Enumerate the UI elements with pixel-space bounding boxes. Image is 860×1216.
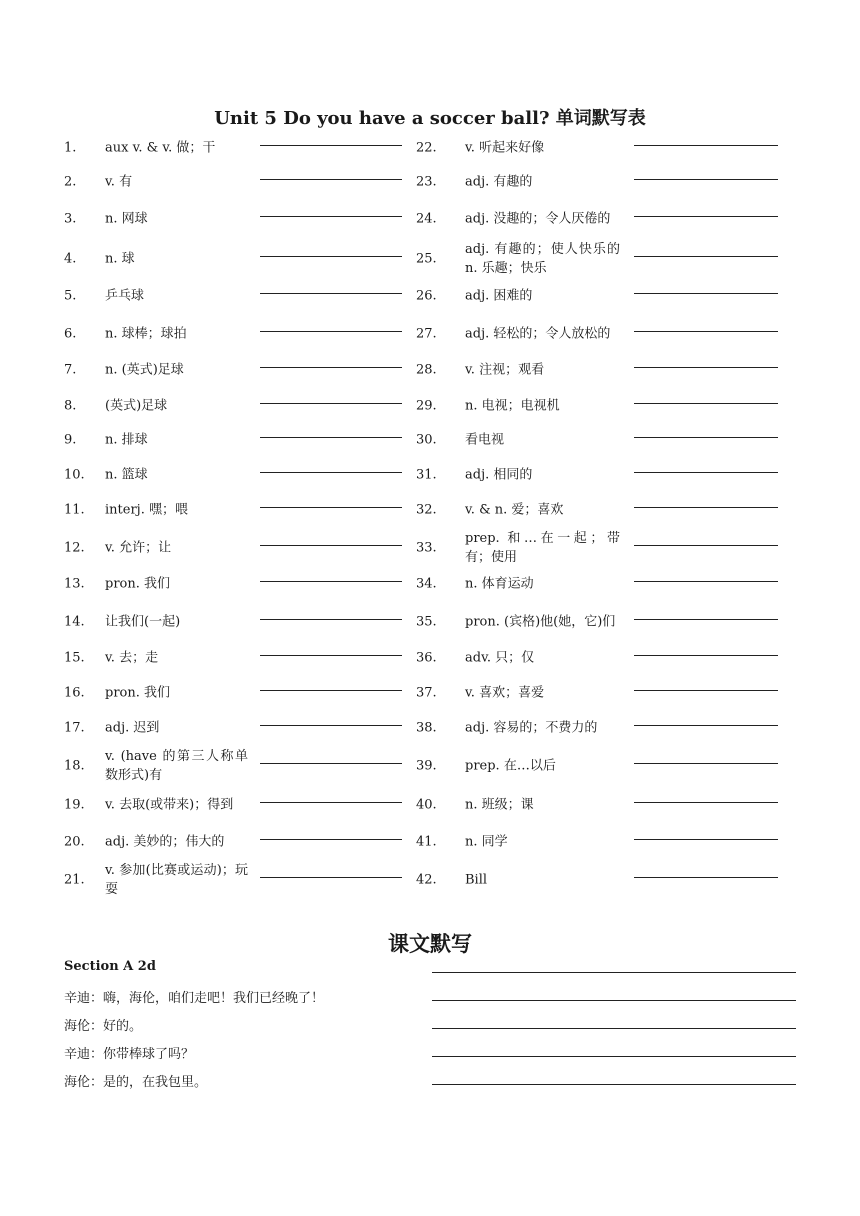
vocab-number: 29.	[416, 398, 437, 414]
vocab-definition: n. 体育运动	[465, 576, 534, 592]
vocab-definition: adj. 有趣的；使人快乐的 n. 乐趣；快乐	[465, 242, 620, 276]
vocab-definition: adj. 有趣的	[465, 174, 533, 190]
answer-line[interactable]	[634, 437, 778, 438]
answer-line[interactable]	[634, 802, 778, 803]
vocab-number: 18.	[64, 758, 85, 774]
vocab-row	[0, 239, 860, 279]
answer-line[interactable]	[432, 1000, 796, 1001]
answer-line[interactable]	[634, 331, 778, 332]
answer-line[interactable]	[634, 507, 778, 508]
vocab-number: 7.	[64, 362, 77, 378]
answer-line[interactable]	[634, 256, 778, 257]
vocab-number: 2.	[64, 174, 77, 190]
passage-line-row	[0, 1011, 860, 1039]
passage-line-text: 辛迪：嗨，海伦，咱们走吧！我们已经晚了！	[64, 991, 325, 1006]
vocab-row	[0, 199, 860, 239]
vocab-number: 42.	[416, 872, 437, 888]
answer-line[interactable]	[634, 367, 778, 368]
vocab-row	[0, 602, 860, 642]
vocab-definition: adj. 相同的	[465, 467, 533, 483]
vocab-definition: pron. (宾格)他(她，它)们	[465, 614, 616, 630]
vocab-definition: aux v. & v. 做；干	[105, 140, 216, 156]
vocab-definition: v. 听起来好像	[465, 140, 545, 156]
vocab-row	[0, 388, 860, 424]
vocab-definition: adj. 没趣的；令人厌倦的	[465, 211, 611, 227]
vocab-definition: n. 排球	[105, 432, 148, 448]
vocab-definition: adj. 美妙的；伟大的	[105, 834, 225, 850]
answer-line[interactable]	[634, 877, 778, 878]
vocab-number: 1.	[64, 140, 77, 156]
section-title: 课文默写	[388, 931, 472, 956]
vocab-number: 21.	[64, 872, 85, 888]
vocab-row	[0, 422, 860, 458]
passage-line-row	[0, 983, 860, 1011]
passage-line-text: 海伦：是的，在我包里。	[64, 1075, 208, 1090]
vocab-definition: n. 电视；电视机	[465, 398, 560, 414]
passage-line-row	[0, 1039, 860, 1067]
vocab-definition: n. 同学	[465, 834, 508, 850]
vocab-number: 30.	[416, 432, 437, 448]
answer-line[interactable]	[432, 1056, 796, 1057]
answer-line[interactable]	[634, 725, 778, 726]
vocab-definition: n. 班级；课	[465, 797, 534, 813]
vocab-definition: adv. 只；仅	[465, 650, 535, 666]
vocab-number: 36.	[416, 650, 437, 666]
vocab-number: 13.	[64, 576, 85, 592]
passage-heading-row	[0, 955, 860, 983]
answer-line[interactable]	[634, 472, 778, 473]
vocab-number: 5.	[64, 288, 77, 304]
answer-line[interactable]	[634, 690, 778, 691]
vocab-number: 37.	[416, 685, 437, 701]
passage-line-text: 辛迪：你带棒球了吗？	[64, 1047, 195, 1062]
vocab-definition: prep. 在…以后	[465, 758, 556, 774]
vocab-number: 39.	[416, 758, 437, 774]
vocab-row	[0, 314, 860, 354]
vocab-number: 40.	[416, 797, 437, 813]
vocab-number: 25.	[416, 251, 437, 267]
passage-heading: Section A 2d	[64, 959, 156, 974]
vocab-number: 8.	[64, 398, 77, 414]
vocab-definition: adj. 迟到	[105, 720, 160, 736]
vocab-row	[0, 164, 860, 200]
vocab-definition: v. 允许；让	[105, 540, 172, 556]
vocab-definition: pron. 我们	[105, 685, 171, 701]
vocab-number: 15.	[64, 650, 85, 666]
vocab-row	[0, 785, 860, 825]
vocab-definition: Bill	[465, 872, 488, 888]
answer-line[interactable]	[634, 216, 778, 217]
vocab-number: 35.	[416, 614, 437, 630]
vocab-definition: v. 注视；观看	[465, 362, 545, 378]
vocab-definition: 看电视	[465, 432, 505, 448]
vocab-row	[0, 528, 860, 568]
vocab-definition: interj. 嘿；喂	[105, 502, 188, 518]
vocab-definition: n. 球	[105, 251, 135, 267]
answer-line[interactable]	[432, 972, 796, 973]
answer-line[interactable]	[634, 655, 778, 656]
vocab-number: 33.	[416, 540, 437, 556]
vocab-number: 14.	[64, 614, 85, 630]
vocab-number: 3.	[64, 211, 77, 227]
vocab-number: 10.	[64, 467, 85, 483]
vocab-number: 22.	[416, 140, 437, 156]
vocab-row	[0, 824, 860, 860]
passage-line-text: 海伦：好的。	[64, 1019, 143, 1034]
vocab-number: 34.	[416, 576, 437, 592]
vocab-definition: v. & n. 爱；喜欢	[465, 502, 564, 518]
vocab-definition: adj. 容易的；不费力的	[465, 720, 598, 736]
vocab-definition: 乒乓球	[105, 288, 145, 304]
vocab-number: 11.	[64, 502, 85, 518]
answer-line[interactable]	[634, 763, 778, 764]
vocab-row	[0, 130, 860, 166]
answer-line[interactable]	[634, 145, 778, 146]
vocab-row	[0, 352, 860, 388]
vocab-row	[0, 640, 860, 676]
vocab-definition: prep. 和…在一起；带有；使用	[465, 531, 620, 565]
vocab-definition: n. 篮球	[105, 467, 148, 483]
vocab-definition: pron. 我们	[105, 576, 171, 592]
answer-line[interactable]	[634, 839, 778, 840]
answer-line[interactable]	[634, 403, 778, 404]
vocab-row	[0, 492, 860, 528]
vocab-number: 6.	[64, 326, 77, 342]
vocab-number: 24.	[416, 211, 437, 227]
vocab-number: 23.	[416, 174, 437, 190]
passage-line-row	[0, 1067, 860, 1095]
answer-line[interactable]	[432, 1028, 796, 1029]
vocab-definition: v. (have 的第三人称单数形式)有	[105, 749, 248, 783]
vocab-definition: n. 球棒；球拍	[105, 326, 187, 342]
vocab-definition: (英式)足球	[105, 398, 168, 414]
vocab-row	[0, 566, 860, 602]
vocab-definition: v. 去取(或带来)；得到	[105, 797, 234, 813]
vocab-definition: v. 喜欢；喜爱	[465, 685, 545, 701]
vocab-definition: v. 去；走	[105, 650, 159, 666]
answer-line[interactable]	[634, 545, 778, 546]
vocab-row	[0, 746, 860, 786]
vocab-definition: n. (英式)足球	[105, 362, 184, 378]
answer-line[interactable]	[634, 179, 778, 180]
vocab-row	[0, 675, 860, 711]
vocab-number: 20.	[64, 834, 85, 850]
answer-line[interactable]	[634, 581, 778, 582]
page-title: Unit 5 Do you have a soccer ball? 单词默写表	[214, 108, 646, 129]
vocab-definition: v. 参加(比赛或运动)；玩耍	[105, 863, 248, 897]
vocab-number: 28.	[416, 362, 437, 378]
answer-line[interactable]	[432, 1084, 796, 1085]
vocabulary-table	[0, 130, 860, 900]
vocab-number: 41.	[416, 834, 437, 850]
vocab-number: 16.	[64, 685, 85, 701]
vocab-row	[0, 860, 860, 900]
vocab-number: 12.	[64, 540, 85, 556]
vocab-definition: v. 有	[105, 174, 133, 190]
answer-line[interactable]	[634, 293, 778, 294]
vocab-number: 17.	[64, 720, 85, 736]
vocab-number: 38.	[416, 720, 437, 736]
vocab-row	[0, 457, 860, 493]
vocab-number: 19.	[64, 797, 85, 813]
vocab-number: 32.	[416, 502, 437, 518]
vocab-definition: adj. 困难的	[465, 288, 533, 304]
vocab-number: 27.	[416, 326, 437, 342]
vocab-number: 26.	[416, 288, 437, 304]
vocab-row	[0, 278, 860, 314]
vocab-number: 9.	[64, 432, 77, 448]
vocab-number: 31.	[416, 467, 437, 483]
answer-line[interactable]	[634, 619, 778, 620]
vocab-definition: 让我们(一起)	[105, 614, 181, 630]
vocab-definition: n. 网球	[105, 211, 148, 227]
vocab-definition: adj. 轻松的；令人放松的	[465, 326, 611, 342]
vocab-number: 4.	[64, 251, 77, 267]
vocab-row	[0, 710, 860, 746]
